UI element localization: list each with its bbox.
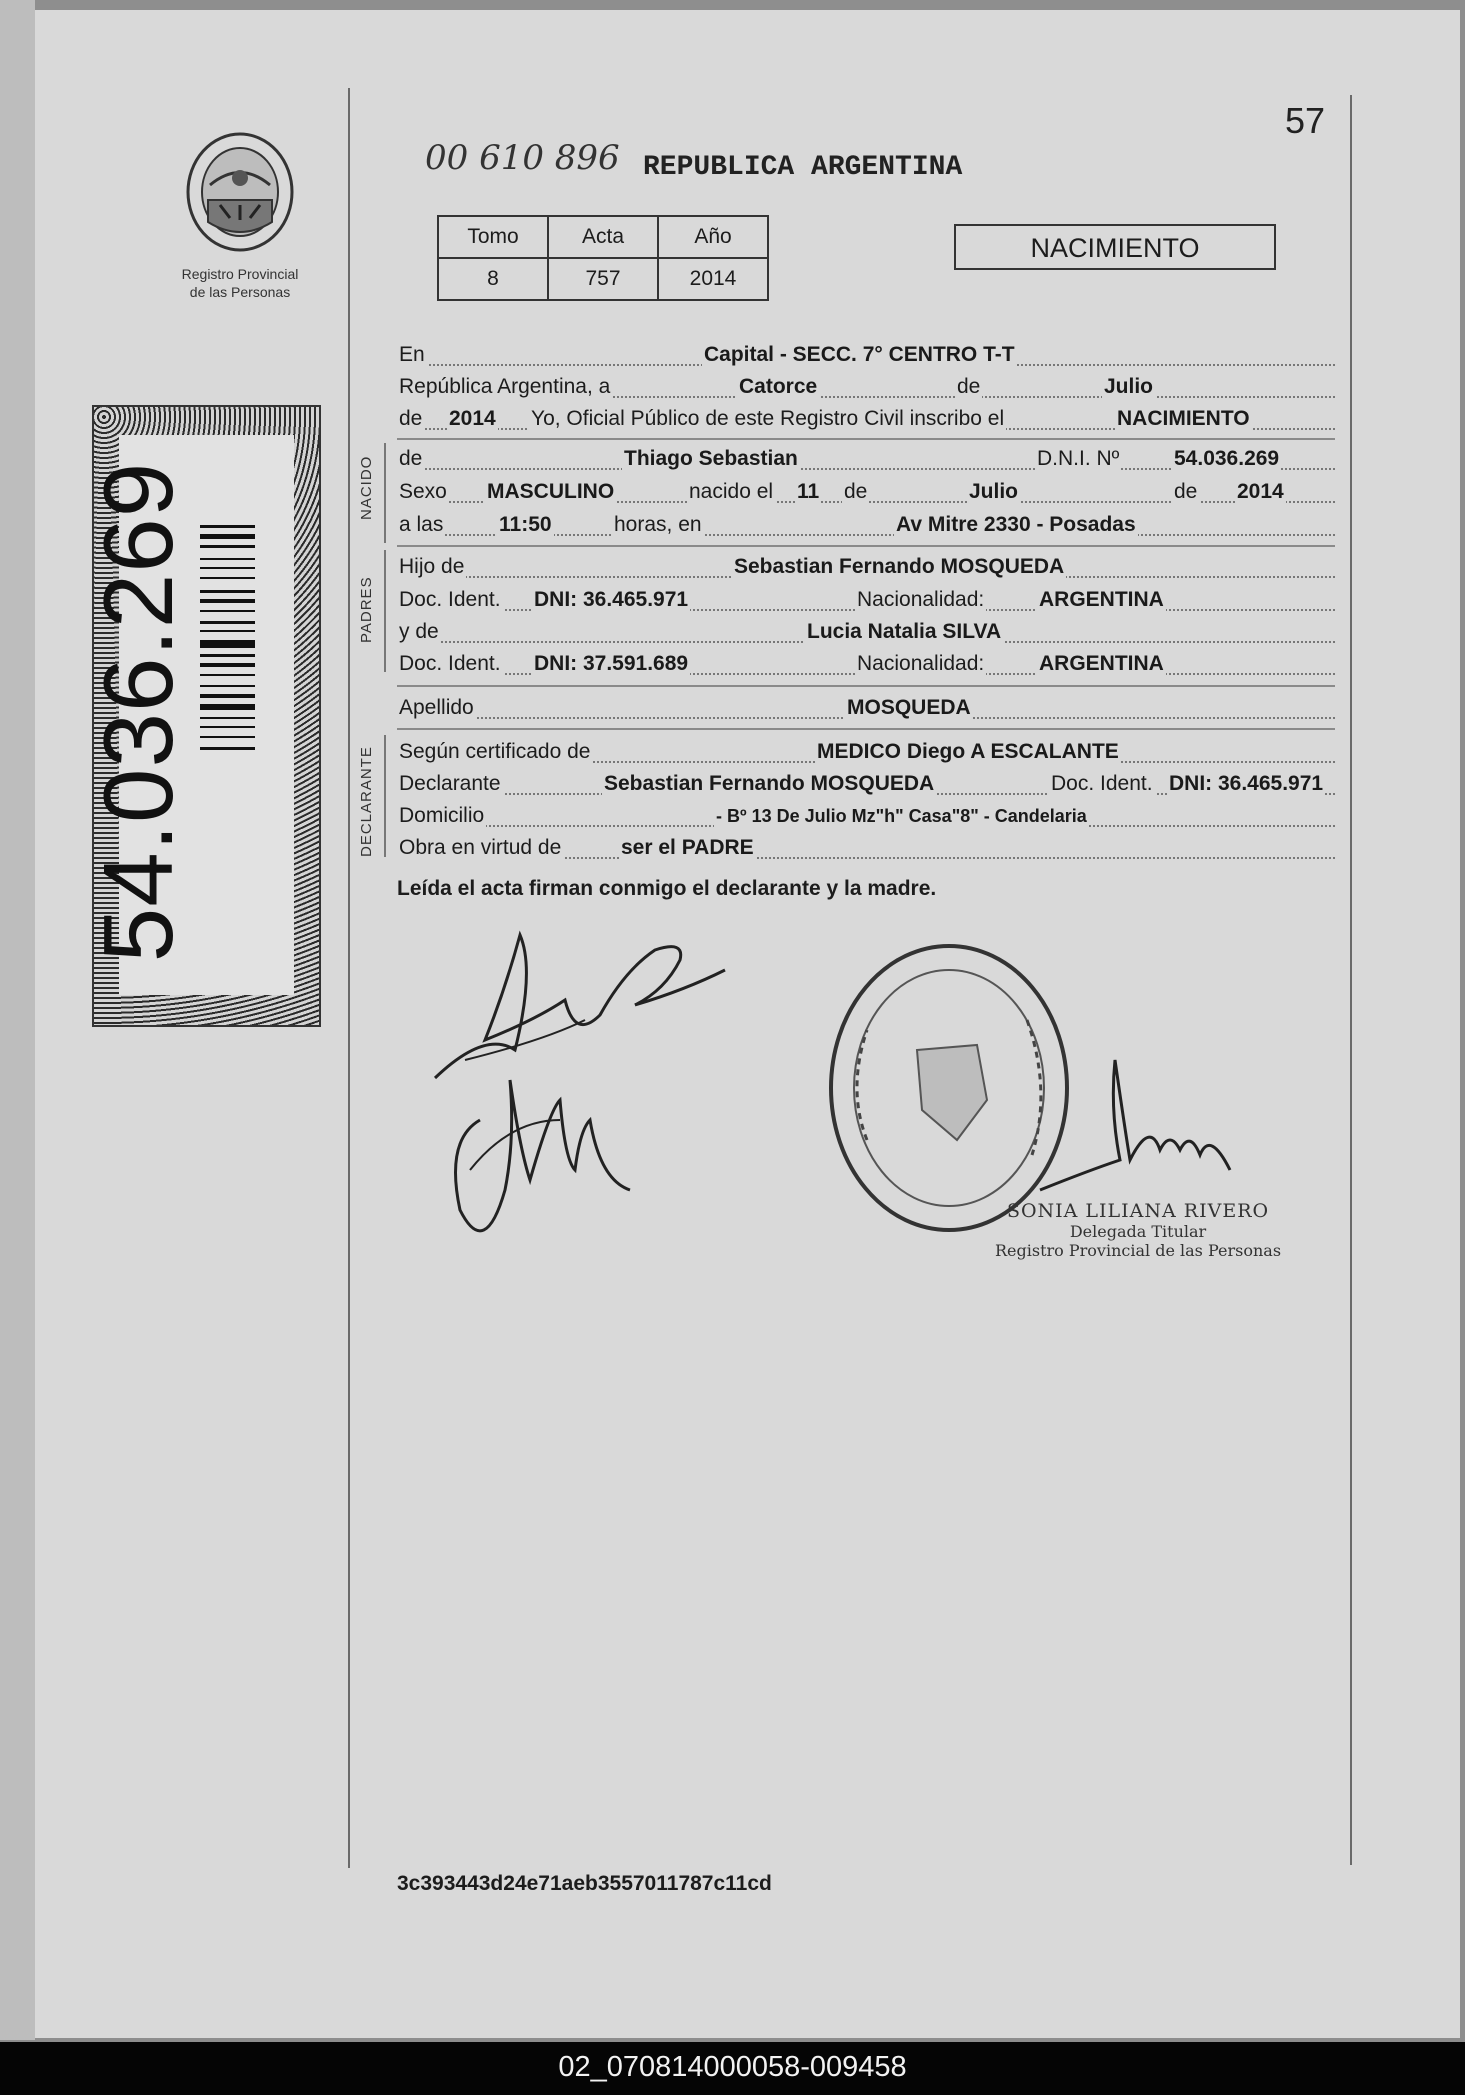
dia-letras: Catorce <box>737 372 819 402</box>
madre-value: Lucia Natalia SILVA <box>805 617 1003 647</box>
barcode-bar <box>200 694 255 698</box>
left-margin-line <box>348 88 350 1868</box>
alas-label: a las <box>397 510 445 540</box>
nombre-value: Thiago Sebastian <box>622 444 800 474</box>
sexo-value: MASCULINO <box>485 477 616 507</box>
domicilio-label: Domicilio <box>397 801 486 831</box>
section-nacido: NACIDO <box>358 455 375 520</box>
nacido-de: de <box>842 477 869 507</box>
registry-table-header <box>438 216 768 258</box>
barcode-bar <box>200 545 255 548</box>
row-republica <box>397 372 1335 402</box>
declarante-doc-value: DNI: 36.465.971 <box>1167 769 1325 799</box>
country-title: REPUBLICA ARGENTINA <box>643 152 963 183</box>
footer-id: 02_070814000058-009458 <box>558 2051 907 2083</box>
misiones-coat-of-arms <box>180 130 300 265</box>
nac-label: Nacionalidad: <box>855 649 986 679</box>
en-value: Capital - SECC. 7° CENTRO T-T <box>702 340 1017 370</box>
row-padre-doc <box>397 585 1335 615</box>
declarante-label: Declarante <box>397 769 503 799</box>
anio-value: 2014 <box>658 258 768 300</box>
logo-caption-line-1: Registro Provincial <box>181 266 299 282</box>
barcode-bar <box>200 726 255 728</box>
de-label: de <box>955 372 982 402</box>
madre-nac-value: ARGENTINA <box>1037 649 1166 679</box>
document-hash: 3c393443d24e71aeb3557011787c11cd <box>397 1872 772 1895</box>
yde-label: y de <box>397 617 441 647</box>
barcode-bar <box>200 534 255 539</box>
mother-signature <box>440 1060 640 1260</box>
official-office: Registro Provincial de las Personas <box>995 1241 1282 1260</box>
barcode-bar <box>200 558 255 560</box>
sexo-label: Sexo <box>397 477 449 507</box>
barcode-bar <box>200 590 255 593</box>
handwritten-code: 00 610 896 <box>425 138 620 178</box>
barcode-bar <box>200 577 255 579</box>
obra-value: ser el PADRE <box>619 833 756 863</box>
row-en <box>397 340 1335 370</box>
inscribo-value: NACIMIENTO <box>1115 404 1252 434</box>
barcode-bar <box>200 621 255 624</box>
acta-value: 757 <box>548 258 658 300</box>
nacido-anio: 2014 <box>1235 477 1286 507</box>
barcode-bar <box>200 525 255 528</box>
page-edge <box>0 0 35 2040</box>
section-padres: PADRES <box>358 576 375 643</box>
row-nombre <box>397 444 1335 474</box>
barcode-bar <box>200 717 255 719</box>
cert-value: MEDICO Diego A ESCALANTE <box>815 737 1121 767</box>
row-certificado <box>397 737 1335 767</box>
barcode-bar <box>200 599 255 603</box>
padre-nac-value: ARGENTINA <box>1037 585 1166 615</box>
anio-label: de <box>397 404 424 434</box>
madre-doc-value: DNI: 37.591.689 <box>532 649 690 679</box>
declarante-value: Sebastian Fernando MOSQUEDA <box>602 769 936 799</box>
barcode-bar <box>200 747 255 750</box>
mes: Julio <box>1102 372 1155 402</box>
registry-table <box>437 215 769 301</box>
republica-label: República Argentina, a <box>397 372 612 402</box>
domicilio-value: - Bº 13 De Julio Mz"h" Casa"8" - Candelaria <box>714 801 1089 831</box>
footer-bar <box>0 2042 1465 2095</box>
barcode-number: 54.036.269 <box>83 461 193 963</box>
row-obra <box>397 833 1335 863</box>
dni-value: 54.036.269 <box>1172 444 1281 474</box>
section-declarante: DECLARANTE <box>358 746 375 857</box>
row-anio <box>397 404 1335 434</box>
horas-en-label: horas, en <box>612 510 704 540</box>
section-divider <box>397 685 1335 687</box>
row-domicilio <box>397 801 1335 831</box>
closing-statement: Leída el acta firman conmigo el declarante y la madre. <box>397 877 937 900</box>
dni-label: D.N.I. Nº <box>1035 444 1121 474</box>
anio-header: Año <box>658 216 768 258</box>
barcode-bar <box>200 704 255 710</box>
record-type-box: NACIMIENTO <box>954 224 1276 270</box>
cert-label: Según certificado de <box>397 737 592 767</box>
logo-caption <box>160 265 320 301</box>
nacido-dia: 11 <box>795 477 821 507</box>
barcode-bar <box>200 640 255 648</box>
barcode-bar <box>200 654 255 657</box>
nacido-mes: Julio <box>967 477 1020 507</box>
row-madre-doc <box>397 649 1335 679</box>
tomo-header: Tomo <box>438 216 548 258</box>
row-sexo <box>397 477 1335 507</box>
right-margin-line <box>1350 95 1352 1865</box>
section-divider <box>397 728 1335 730</box>
row-madre <box>397 617 1335 647</box>
declarante-bracket <box>384 735 386 857</box>
padre-doc-value: DNI: 36.465.971 <box>532 585 690 615</box>
anio-value: 2014 <box>447 404 498 434</box>
padres-bracket <box>384 550 386 672</box>
declarante-doc-label: Doc. Ident. <box>1049 769 1155 799</box>
nombre-label: de <box>397 444 424 474</box>
obra-label: Obra en virtud de <box>397 833 563 863</box>
row-apellido <box>397 693 1335 723</box>
barcode-bar <box>200 674 255 676</box>
barcode-bar <box>200 663 255 667</box>
nacido-bracket <box>384 443 386 543</box>
page-number: 57 <box>1285 100 1326 141</box>
official-name: SONIA LILIANA RIVERO <box>1006 1200 1270 1222</box>
nac-label: Nacionalidad: <box>855 585 986 615</box>
section-divider <box>397 438 1335 440</box>
barcode-bar <box>200 567 255 569</box>
doc-label: Doc. Ident. <box>397 649 503 679</box>
row-hora <box>397 510 1335 540</box>
nacido-label: nacido el <box>687 477 775 507</box>
official-block <box>995 1200 1281 1260</box>
acta-header: Acta <box>548 216 658 258</box>
inscribo-text: Yo, Oficial Público de este Registro Civil inscribo el <box>529 404 1006 434</box>
registry-table-values <box>438 258 768 300</box>
barcode-bar <box>200 610 255 612</box>
hora-value: 11:50 <box>497 510 554 540</box>
en-label: En <box>397 340 427 370</box>
row-declarante <box>397 769 1335 799</box>
barcode-bar <box>200 630 255 632</box>
official-title: Delegada Titular <box>1069 1222 1207 1241</box>
doc-label: Doc. Ident. <box>397 585 503 615</box>
apellido-value: MOSQUEDA <box>845 693 973 723</box>
barcode-bar <box>200 685 255 687</box>
barcode-bars <box>200 525 255 905</box>
barcode-bar <box>200 736 255 738</box>
hijo-label: Hijo de <box>397 552 466 582</box>
lugar-value: Av Mitre 2330 - Posadas <box>894 510 1138 540</box>
official-signature <box>1030 1050 1240 1200</box>
row-padre <box>397 552 1335 582</box>
apellido-label: Apellido <box>397 693 476 723</box>
logo-caption-line-2: de las Personas <box>189 284 291 300</box>
tomo-value: 8 <box>438 258 548 300</box>
section-divider <box>397 545 1335 547</box>
nacido-de2: de <box>1172 477 1199 507</box>
padre-value: Sebastian Fernando MOSQUEDA <box>732 552 1066 582</box>
